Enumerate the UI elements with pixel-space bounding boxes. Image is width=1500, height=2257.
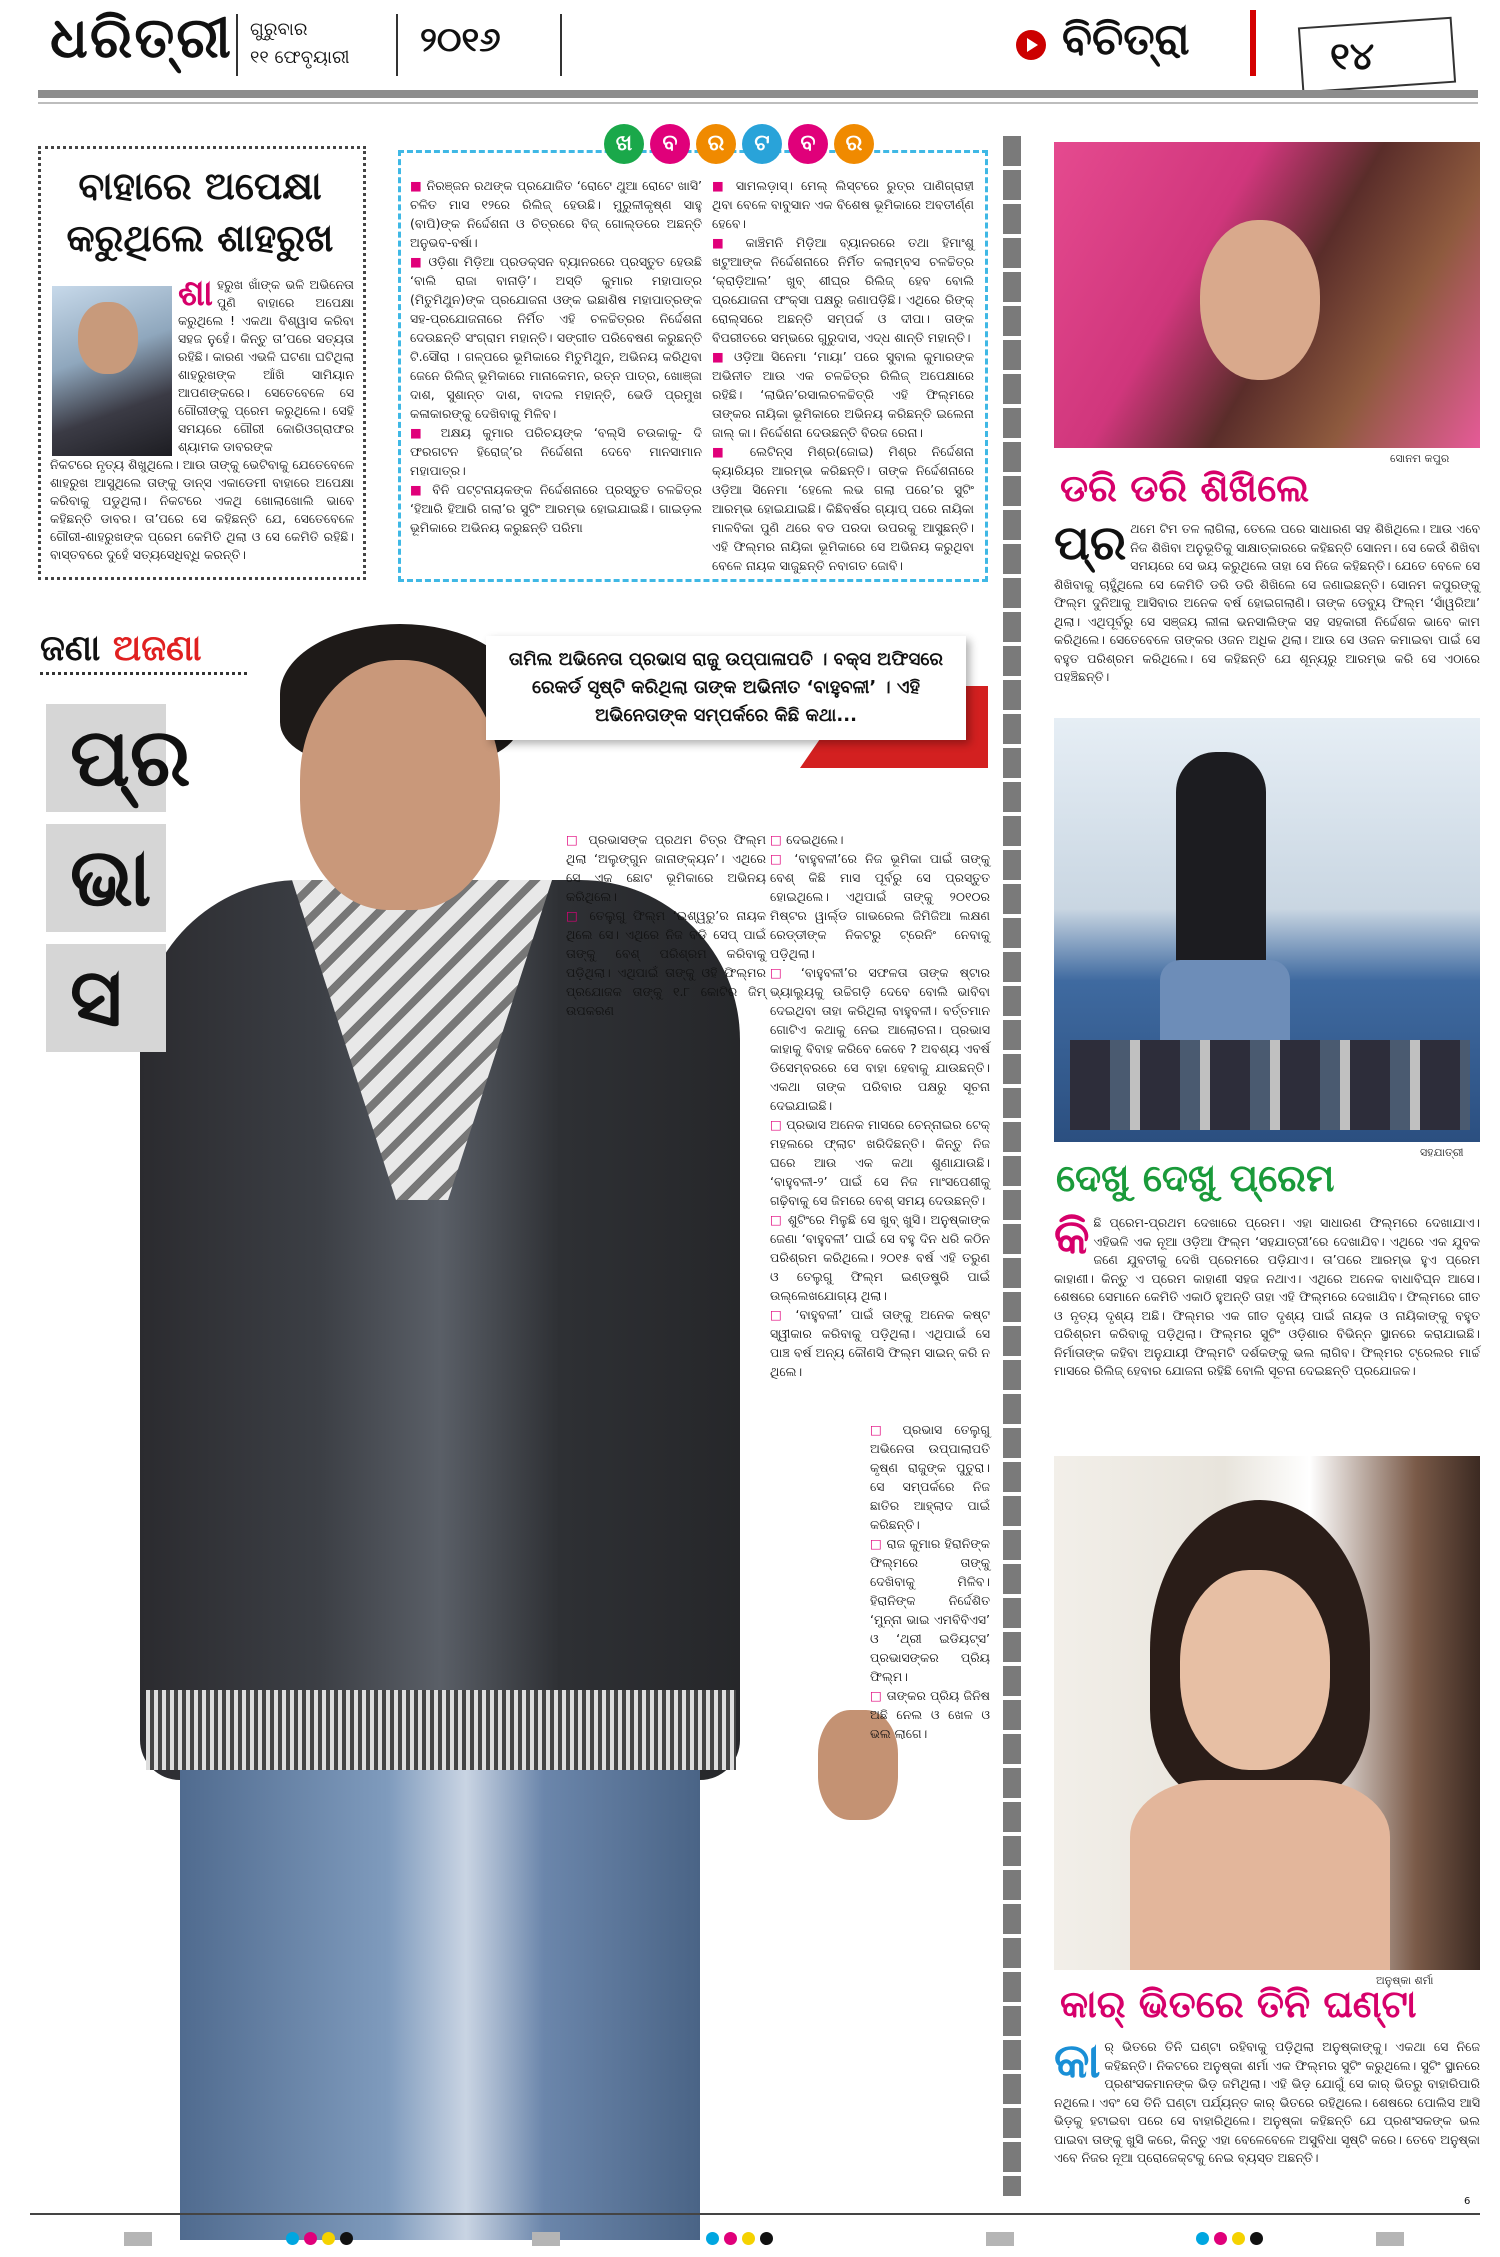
srk-headline: ବାହାରେ ଅପେକ୍ଷା କରୁଥିଲେ ଶାହରୁଖ bbox=[66, 164, 334, 260]
newspaper-logo: ଧରିତ୍ରୀ bbox=[50, 6, 233, 71]
dekhu-drop-cap: କି bbox=[1054, 1209, 1090, 1265]
jana-text: ଜଣା bbox=[40, 628, 113, 669]
kt-letter-2: ବ bbox=[650, 124, 690, 164]
prabhas-column-c bbox=[870, 1420, 990, 1743]
prabhas-point: □ ‘ବାହୁବଳୀ’ ପାଇଁ ତାଙ୍କୁ ଅନେକ କଷ୍ଟ ସ୍ୱୀକାର କରିବାକୁ ପଡ଼ିଥିଲା। ଏଥିପାଇଁ ସେ ପାଞ୍ଚ ବର୍ଷ ଅନ୍ୟ କୌଣସି ଫିଲ୍ମ ସାଇନ୍ କରି ନ ଥିଲେ। bbox=[770, 1305, 990, 1381]
page-marker: 6 bbox=[1464, 2196, 1471, 2207]
kt-item: ■ ଓଡ଼ିଆ ସିନେମା ‘ମାୟା’ ପରେ ସୁବାଲ କୁମାରଙ୍କ ଅଭିନୀତ ଆଉ ଏକ ଚଳଚ୍ଚିତ୍ର ରିଲିଜ୍ ଅପେକ୍ଷାରେ ରହିଛି। ‘ଲାଭିନ’ରସାଲଚଳଚ୍ଚିତ୍ରି ଏହି ଫିଲ୍ମରେ ତାଙ୍କର ନାୟିକା ଭୂମିକାରେ ଅଭିନୟ କରିଛନ୍ତି ଇଲେନା ଜାଲ୍ କା। ନିର୍ଦ୍ଦେଶନା ଦେଉଛନ୍ତି ବିରଜ ରେନା। bbox=[712, 347, 974, 442]
prabhas-point: □ ତାଙ୍କର ପ୍ରିୟ ଜିନିଷ ଅଛି ନେଲ ଓ ଖେଳ ଓ ଭଲ ଲାଗେ। bbox=[870, 1686, 990, 1743]
footer-rule bbox=[30, 2213, 1480, 2215]
masthead-date bbox=[250, 16, 350, 72]
prabhas-point: □ ରାଜ କୁମାର ହିରାନିଙ୍କ ଫିଲ୍ମରେ ତାଙ୍କୁ ଦେଖିବାକୁ ମିଳିବ। ହିରାନିଙ୍କ ନିର୍ଦ୍ଦେଶିତ ‘ମୁନ୍ନା ଭାଇ ଏମବିବିଏସ’ ଓ ‘ଥ୍ରୀ ଇଡିୟଟ୍ସ’ ପ୍ରଭାସଙ୍କର ପ୍ରିୟ ଫିଲ୍ମ। bbox=[870, 1534, 990, 1686]
sonam-body bbox=[1054, 515, 1480, 687]
prabhas-column-a bbox=[566, 830, 766, 1020]
kt-item: ■ କାଞ୍ଚିମନି ମିଡ଼ିଆ ବ୍ୟାନରରେ ତଥା ହିମାଂଶୁ ଖଟୁଆଙ୍କ ନିର୍ଦ୍ଦେଶନାରେ ନିର୍ମିତ କଲାମ୍ବସ ଚଳଚ୍ଚିତ୍ର ‘କ୍ରାଡ଼ିଆଲ’ ଖୁବ୍ ଶୀଘ୍ର ରିଲିଜ୍ ହେବ ବୋଲି ପ୍ରଯୋଜନା ଫଂକ୍ସା ପକ୍ଷରୁ ଜଣାପଡ଼ିଛି। ଏଥିରେ ରିଙ୍କ୍ ରୋଲ୍ସରେ ଅଛନ୍ତି ସମ୍ପର୍କ ଓ ଦୀପା। ତାଙ୍କ ବିପରୀତରେ ସମ୍ଭରେ ଗୁରୁଦାସ, ଏଦ୍ଧ ଶାନ୍ତି ମହାନ୍ତି। bbox=[712, 233, 974, 347]
kt-item: ■ ଓଡ଼ିଶା ମିଡ଼ିଆ ପ୍ରଡକ୍ସନ ବ୍ୟାନରରେ ପ୍ରସ୍ତୁତ ହେଉଛି ‘ବାଲି ରାଜା ବାନାଡ଼ି’। ଅସ୍ତି କୁମାର ମହାପାତ୍ର (ମିତୁମିଥୁନ)ଙ୍କ ପ୍ରଯୋଜନା ଓଙ୍କ ଇଛାଶିଷ ମହାପାତ୍ରଙ୍କ ସହ-ପ୍ରଯୋଜନାରେ ନିର୍ମିତ ଏହି ଚଳଚ୍ଚିତ୍ରର ନିର୍ଦ୍ଦେଶନା ଦେଉଛନ୍ତି ସଂଗ୍ରାମ ମହାନ୍ତି। ସଙ୍ଗୀତ ପରିବେଷଣ କରୁଛନ୍ତି ଟି.ସୌରା । ଗଳ୍ପରେ ଭୂମିକାରେ ମିତୁମିଥୁନ, ଅଭିନୟ କରିଥିବା ଜେନେ ରିଲିଜ୍ ଭୂମିକାରେ ମାନାକେମନ, ରତ୍ନ ପାତ୍ର, ଖୋଞ୍ଜା ଦାଶ, ସୁଶାନ୍ତ ଦାଶ, ବାଦଲ ମହାନ୍ତି, ଭେଡି ପ୍ରମୁଖ କଳାକାରଙ୍କୁ ଦେଖିବାକୁ ମିଳିବ। bbox=[410, 252, 702, 423]
sonam-face bbox=[1200, 220, 1320, 380]
name-letter-3: ସ bbox=[70, 951, 123, 1044]
masthead-date-text: ୧୧ ଫେବୃୟାରୀ bbox=[250, 47, 350, 68]
masthead-rule bbox=[38, 90, 1478, 98]
anushka-body bbox=[1054, 2038, 1480, 2198]
sonam-body-text: ଥମେ ଟିମ ତଳ ଲାଗିଲା, ତେଲେ ପରେ ସାଧାରଣ ସହ ଶିଖିଥିଲେ। ଆଉ ଏବେ ନିଜ ଶିଖିବା ଅନୁଭୂତିକୁ ସାକ୍ଷାତ୍କାରରେ କହିଛନ୍ତି ସୋନମ। ସେ କେଉଁ ଶିଖିବା ସମୟରେ ସେ ଭୟ କରୁଥିଲେ ତାହା ସେ ନିଜେ କହିଛନ୍ତି। ଯେତେ ବେଳେ ସେ ଶିଖିବାକୁ ଚାହୁଁଥିଲେ ସେ କେମିତି ଡରି ଡରି ଶିଖିଲେ ସେ ଜଣାଇଛନ୍ତି। ସୋନମ କପୁରଙ୍କୁ ଫିଲ୍ମ ଦୁନିଆକୁ ଆସିବାର ଅନେକ ବର୍ଷ ହୋଇଗଲାଣି। ତାଙ୍କ ଡେବ୍ୟୁ ଫିଲ୍ମ ‘ସାଁୱରିଆ’ ଥିଲା। ଏଥିପୂର୍ବରୁ ସେ ସଞ୍ଜୟ ଲୀଳା ଭନସାଲିଙ୍କ ସହ ସହକାରୀ ନିର୍ଦ୍ଦେଶକ ଭାବେ କାମ କରିଥିଲେ। ସେତେବେଳେ ତାଙ୍କର ଓଜନ ଅଧିକ ଥିଲା। ଆଉ ସେ ଓଜନ କମାଇବା ପାଇଁ ସେ ବହୁତ ପରିଶ୍ରମ କରିଥିଲେ। ସେ କହିଛନ୍ତି ଯେ ଶୂନ୍ୟରୁ ଆରମ୍ଭ କରି ସେ ଏଠାରେ ପହଞ୍ଚିଛନ୍ତି। bbox=[1054, 521, 1480, 684]
cmyk-dot-cyan bbox=[1196, 2232, 1209, 2245]
dekhu-headline: ଦେଖୁ ଦେଖୁ ପ୍ରେମ bbox=[1056, 1156, 1335, 1200]
cmyk-dot-yellow bbox=[322, 2232, 335, 2245]
cmyk-dot-black bbox=[1250, 2232, 1263, 2245]
sahajatri-group bbox=[1070, 1040, 1470, 1130]
prabhas-face bbox=[300, 660, 500, 910]
srk-body bbox=[178, 273, 354, 456]
kt-letter-1: ଖ bbox=[604, 124, 644, 164]
registration-mark bbox=[986, 2232, 1014, 2246]
masthead-day: ଗୁରୁବାର bbox=[250, 19, 308, 40]
prabhas-point: □ ପ୍ରଭାସଙ୍କ ପ୍ରଥମ ଚିତ୍ର ଫିଲ୍ମ ଥିଲା ‘ଅଲୁଙ୍ଗୁନ ଜାନାଙ୍କ୍ୟନ’। ଏଥିରେ ସେ ଏକ ଛୋଟ ଭୂମିକାରେ ଅଭିନୟ କରିଥିଲେ। bbox=[566, 830, 766, 906]
dekhu-body bbox=[1054, 1209, 1480, 1381]
kt-letter-5: ବ bbox=[788, 124, 828, 164]
kt-column-1 bbox=[410, 176, 702, 537]
cmyk-dot-yellow bbox=[1232, 2232, 1245, 2245]
registration-mark bbox=[1376, 2232, 1404, 2246]
cmyk-dot-black bbox=[340, 2232, 353, 2245]
registration-mark bbox=[124, 2232, 152, 2246]
sonam-headline: ଡରି ଡରି ଶିଖିଲେ bbox=[1060, 466, 1310, 510]
anushka-caption: ଅନୁଷ୍କା ଶର୍ମା bbox=[1376, 1974, 1434, 1987]
kt-letter-3: ର bbox=[696, 124, 736, 164]
play-icon bbox=[1016, 30, 1046, 60]
kt-item: ■ ଅକ୍ଷୟ କୁମାର ପରିଚୟଙ୍କ ‘ବଲ୍ସି ଚଉକାକୁ- ଦି ଫରଗଟନ ହିରୋଜ୍’ର ନିର୍ଦ୍ଦେଶନା ଦେବେ ମାନସାମାନ ମହାପାତ୍ର। bbox=[410, 423, 702, 480]
name-letter-2: ଭା bbox=[70, 831, 152, 924]
prabhas-sweater-hem bbox=[146, 1690, 736, 1770]
cmyk-dot-yellow bbox=[742, 2232, 755, 2245]
srk-body-1: ହରୁଖ ଖାଁଙ୍କ ଭଳି ଅଭିନେତା ପୁଣି ବାହାରେ ଅପେକ୍ଷା କରୁଥିଲେ ! ଏକଥା ବିଶ୍ୱାସ କରିବା ସହଜ ନୁହେଁ। କିନ୍ତୁ ତା’ପରେ ସତ୍ୟତା ରହିଛି। କାରଣ ଏଭଳି ଘଟଣା ଘଟିଥିଲା ଶାହରୁଖଙ୍କ ଆଁଖି ସାମିୟାନ ଆପଣଙ୍କରେ। ସେତେବେଳେ ସେ ଗୌରୀଙ୍କୁ ପ୍ରେମ କରୁଥିଲେ। ସେହି ସମୟରେ ଗୌରୀ କୋରିଓଗ୍ରାଫର ଶ୍ୟାମକ ଡାବରଙ୍କ bbox=[178, 277, 354, 454]
anushka-body-text: ର୍ ଭିତରେ ତିନି ଘଣ୍ଟା ରହିବାକୁ ପଡ଼ିଥିଲା ଅନୁଷ୍କାଙ୍କୁ। ଏକଥା ସେ ନିଜେ କହିଛନ୍ତି। ନିକଟରେ ଅନୁଷ୍କା ଶର୍ମା ଏକ ଫିଲ୍ମର ସୁଟିଂ କରୁଥିଲେ। ସୁଟିଂ ସ୍ଥାନରେ ପ୍ରଶଂସକମାନଙ୍କ ଭିଡ଼ ଜମିଥିଲା। ଏହି ଭିଡ଼ ଯୋଗୁଁ ସେ କାର୍ ଭିତରୁ ବାହାରିପାରି ନଥିଲେ। ଏବଂ ସେ ତିନି ଘଣ୍ଟା ପର୍ଯ୍ୟନ୍ତ କାର୍ ଭିତରେ ରହିଥିଲେ। ଶେଷରେ ପୋଲିସ ଆସି ଭିଡ଼କୁ ହଟାଇବା ପରେ ସେ ବାହାରିଥିଲେ। ଅନୁଷ୍କା କହିଛନ୍ତି ଯେ ପ୍ରଶଂସକଙ୍କ ଭଲ ପାଇବା ତାଙ୍କୁ ଖୁସି କରେ, କିନ୍ତୁ ଏହା ବେଳେବେଳେ ଅସୁବିଧା ସୃଷ୍ଟି କରେ। ତେବେ ଅନୁଷ୍କା ଏବେ ନିଜର ନୂଆ ପ୍ରୋଜେକ୍ଟକୁ ନେଇ ବ୍ୟସ୍ତ ଅଛନ୍ତି। bbox=[1054, 2039, 1480, 2165]
prabhas-point: □ ତେଲୁଗୁ ଫିଲ୍ମ ‘ଇଶ୍ୱରୁ’ର ନାୟକ ଥିଲେ ସେ। ଏଥିରେ ନିଜ ବଡି ସେପ୍ ପାଇଁ ତାଙ୍କୁ ବେଶ୍ ପରିଶ୍ରମ କରିବାକୁ ପଡ଼ିଥିଲା। ଏଥିପାଇଁ ତାଙ୍କୁ ଓହି ଫିଲ୍ମର ପ୍ରଯୋଜକ ତାଙ୍କୁ ୧.୮ କୋଟିର ଜିମ୍ ଉପକରଣ bbox=[566, 906, 766, 1020]
cmyk-dot-cyan bbox=[286, 2232, 299, 2245]
ajana-text: ଅଜଣା bbox=[112, 628, 202, 669]
cmyk-dot-magenta bbox=[304, 2232, 317, 2245]
prabhas-jeans bbox=[180, 1770, 700, 2240]
callout-text: ତାମିଲ ଅଭିନେତା ପ୍ରଭାସ ରାଜୁ ଉପ୍ପାଳାପତି । ବକ୍ସ ଅଫିସରେ ରେକର୍ଡ ସୃଷ୍ଟି କରିଥିଲା ତାଙ୍କ ଅଭିନୀତ ‘ବାହୁବଳୀ’ । ଏହି ଅଭିନେତାଙ୍କ ସମ୍ପର୍କରେ କିଛି କଥା... bbox=[508, 649, 944, 726]
name-letter-1: ପ୍ର bbox=[70, 711, 191, 804]
srk-photo-face bbox=[78, 302, 138, 374]
kt-column-2 bbox=[712, 176, 974, 575]
dekhu-body-text: ଛି ପ୍ରେମ-ପ୍ରଥମ ଦେଖାରେ ପ୍ରେମ। ଏହା ସାଧାରଣ ଫିଲ୍ମରେ ଦେଖାଯାଏ। ଏହିଭଳି ଏକ ନୂଆ ଓଡ଼ିଆ ଫିଲ୍ମ ‘ସହଯାତ୍ରୀ’ରେ ଦେଖାଯିବ। ଏଥିରେ ଏକ ଯୁବକ ଜଣେ ଯୁବତୀକୁ ଦେଖି ପ୍ରେମରେ ପଡ଼ିଯାଏ। ତା’ପରେ ଆରମ୍ଭ ହୁଏ ପ୍ରେମ କାହାଣୀ। କିନ୍ତୁ ଏ ପ୍ରେମ କାହାଣୀ ସହଜ ନଥାଏ। ଏଥିରେ ଅନେକ ବାଧାବିଘ୍ନ ଆସେ। ଶେଷରେ ସେମାନେ କେମିତି ଏକାଠି ହୁଅନ୍ତି ତାହା ଏହି ଫିଲ୍ମରେ ଦେଖାଯିବ। ଫିଲ୍ମରେ ଗୀତ ଓ ନୃତ୍ୟ ଦୃଶ୍ୟ ଅଛି। ଫିଲ୍ମର ଏକ ଗୀତ ଦୃଶ୍ୟ ପାଇଁ ନାୟକ ଓ ନାୟିକାଙ୍କୁ ବହୁତ ପରିଶ୍ରମ କରିବାକୁ ପଡ଼ିଥିଲା। ଫିଲ୍ମର ସୁଟିଂ ଓଡ଼ିଶାର ବିଭିନ୍ନ ସ୍ଥାନରେ କରାଯାଇଛି। ନିର୍ମାତାଙ୍କ କହିବା ଅନୁଯାୟୀ ଫିଲ୍ମଟି ଦର୍ଶକଙ୍କୁ ଭଲ ଲାଗିବ। ଫିଲ୍ମର ଟ୍ରେଲର ମାର୍ଚ୍ଚ ମାସରେ ରିଲିଜ୍ ହେବାର ଯୋଜନା ରହିଛି ବୋଲି ସୂଚନା ଦେଇଛନ୍ତି ପ୍ରଯୋଜକ। bbox=[1054, 1215, 1480, 1378]
page-number: ୧୪ bbox=[1330, 34, 1375, 78]
page-number-box bbox=[1298, 17, 1456, 94]
section-name: ବିଚିତ୍ରା bbox=[1062, 14, 1190, 65]
prabhas-point: □ ଦେଇଥିଲେ। bbox=[770, 830, 990, 849]
masthead-divider bbox=[236, 14, 238, 76]
cmyk-dot-black bbox=[760, 2232, 773, 2245]
sahajatri-caption: ସହଯାତ୍ରୀ bbox=[1420, 1146, 1464, 1159]
masthead-year: ୨୦୧୬ bbox=[420, 20, 501, 60]
srk-drop-cap: ଶା bbox=[178, 273, 213, 314]
jana-ajana-heading bbox=[40, 628, 202, 670]
prabhas-column-b bbox=[770, 830, 990, 1381]
cmyk-dot-magenta bbox=[724, 2232, 737, 2245]
anushka-drop-cap: କା bbox=[1054, 2038, 1101, 2089]
anushka-face bbox=[1180, 1570, 1330, 1770]
column-divider bbox=[1003, 136, 1021, 2196]
masthead-divider bbox=[560, 14, 562, 76]
jana-ajana-rule bbox=[40, 672, 250, 675]
prabhas-point: □ ‘ବାହୁବଳୀ’ର ସଫଳତା ତାଙ୍କ ଷ୍ଟାର ଭ୍ୟାଲ୍ୟୁକୁ ଉଚ୍ଚିଗଡ଼ି ଦେବେ ବୋଲି ଭାବିବା ଦେଇଥିବା ତାହା କରିଥିଲା ବାହୁବଳୀ। ବର୍ତ୍ତମାନ ଗୋଟିଏ କଥାକୁ ନେଇ ଆଲୋଚନା। ପ୍ରଭାସ କାହାକୁ ବିବାହ କରିବେ କେବେ ? ଅବଶ୍ୟ ଏବର୍ଷ ଡିସେମ୍ବରରେ ସେ ବାହା ହେବାକୁ ଯାଉଛନ୍ତି। ଏକଥା ତାଙ୍କ ପରିବାର ପକ୍ଷରୁ ସୂଚନା ଦେଇଯାଇଛି। bbox=[770, 963, 990, 1115]
sonam-drop-cap: ପ୍ର bbox=[1054, 515, 1127, 571]
anushka-headline: କାର୍ ଭିତରେ ତିନି ଘଣ୍ଟା bbox=[1060, 1982, 1417, 2026]
kt-item: ■ ଲେଟିନ୍ସ ମିଶ୍ର(ଜୋଇ) ମିଶ୍ର ନିର୍ଦ୍ଦେଶନା କ୍ୟାରିୟର ଆରମ୍ଭ କରିଛନ୍ତି। ତାଙ୍କ ନିର୍ଦ୍ଦେଶନାରେ ଓଡ଼ିଆ ସିନେମା ‘ହେଲେ ଲଭ ଗଲା ପରେ’ର ସୁଟିଂ ଆରମ୍ଭ ହୋଇଯାଇଛି। କିଛିବର୍ଷର ଗ୍ୟାପ୍ ପରେ ନାୟିକା ମାଳବିକା ପୁଣି ଥରେ ବଡ ପରଦା ଉପରକୁ ଆସୁଛନ୍ତି। ଏହି ଫିଲ୍ମର ନାୟିକା ଭୂମିକାରେ ସେ ଅଭିନୟ କରୁଥିବା ବେଳେ ନାୟକ ସାଜୁଛନ୍ତି ନବାଗତ ଜୋବି। bbox=[712, 442, 974, 575]
srk-body-2: ନିକଟରେ ନୃତ୍ୟ ଶିଖୁଥିଲେ। ଆଉ ତାଙ୍କୁ ଭେଟିବାକୁ ଯେତେବେଳେ ଶାହରୁଖ ଆସୁଥିଲେ ତାଙ୍କୁ ଡାନ୍ସ ଏକାଡେମୀ ବାହାରେ ଅପେକ୍ଷା କରିବାକୁ ପଡୁଥିଲା। ନିକଟରେ ଏକଥି ଖୋଲାଖୋଲି ଭାବେ କହିଛନ୍ତି ଡାବର। ତା’ପରେ ସେ କହିଛନ୍ତି ଯେ, ସେତେବେଳେ ଗୌରୀ-ଶାହରୁଖଙ୍କ ପ୍ରେମ କେମିତି ଥିଲା ଓ ସେ କେମିତି ରହିଛି। ବାସ୍ତବରେ ଦୁହେଁ ସତ୍ୟସେଧିବ୍ଧି କରନ୍ତି। bbox=[50, 457, 354, 562]
kt-letter-4: ଟ bbox=[742, 124, 782, 164]
prabhas-point: □ ପ୍ରଭାସ ତେଲୁଗୁ ଅଭିନେତା ଉପ୍ପାଲାପତି କୃଷ୍ଣ ରାଜୁଙ୍କ ପୁତୁରା। ସେ ସମ୍ପର୍କରେ ନିଜ ଛାତିର ଆହ୍ଲାଦ ପାଇଁ କରିଛନ୍ତି। bbox=[870, 1420, 990, 1534]
sonam-caption: ସୋନମ କପୁର bbox=[1390, 452, 1450, 465]
cmyk-dot-cyan bbox=[706, 2232, 719, 2245]
prabhas-point: □ ‘ବାହୁବଳୀ’ରେ ନିଜ ଭୂମିକା ପାଇଁ ତାଙ୍କୁ ବେଶ୍ କିଛି ମାସ ପୂର୍ବରୁ ସେ ପ୍ରସ୍ତୁତ ହୋଇଥିଲେ। ଏଥିପାଇଁ ତାଙ୍କୁ ୨୦୧୦ର ମିଷ୍ଟର ୱାର୍ଲ୍ଡ ଗାଭରେଲ ଜିମିଜିଆ ଲକ୍ଷଣ ରେଡ୍ଡୀଙ୍କ ନିକଟରୁ ଟ୍ରେନିଂ ନେବାକୁ ପଡ଼ିଥିଲା। bbox=[770, 849, 990, 963]
kt-letter-6: ର bbox=[834, 124, 874, 164]
prabhas-point: □ ପ୍ରଭାସ ଅନେକ ମାସରେ ଚେନ୍ନାଇର ଟେକ୍ ମହଲରେ ଫ୍ଲାଟ ଖରିଦିଛନ୍ତି। କିନ୍ତୁ ନିଜ ଘରେ ଆଉ ଏକ କଥା ଶୁଣାଯାଉଛି। ‘ବାହୁବଳୀ-୨’ ପାଇଁ ସେ ନିଜ ମାଂସପେଶୀକୁ ଗଢ଼ିବାକୁ ସେ ଜିମରେ ବେଶ୍ ସମୟ ଦେଉଛନ୍ତି। bbox=[770, 1115, 990, 1210]
section-bar bbox=[1250, 10, 1256, 76]
cmyk-dot-magenta bbox=[1214, 2232, 1227, 2245]
prabhas-point: □ ଶୁଟିଂରେ ମିଳୁଛି ସେ ଖୁବ୍ ଖୁସି। ଅନୁଷ୍କାଙ୍କ ଜେଣା ‘ବାହୁବଳୀ’ ପାଇଁ ସେ ବହୁ ଦିନ ଧରି କଠିନ ପରିଶ୍ରମ କରିଥିଲେ। ୨୦୧୫ ବର୍ଷ ଏହି ତରୁଣ ଓ ତେଲୁଗୁ ଫିଲ୍ମ ଇଣ୍ଡଷ୍ଟ୍ରି ପାଇଁ ଉଲ୍ଲେଖଯୋଗ୍ୟ ଥିଲା। bbox=[770, 1210, 990, 1305]
registration-mark bbox=[532, 2232, 560, 2246]
masthead-divider bbox=[396, 14, 398, 76]
kt-item: ■ ବିନି ପଟ୍ଟନାୟକଙ୍କ ନିର୍ଦ୍ଦେଶନାରେ ପ୍ରସ୍ତୁତ ଚଳଚ୍ଚିତ୍ର ‘ହିଆରି ହିଆରି ଗଲା’ର ସୁଟିଂ ଆରମ୍ଭ ହୋଇଯାଇଛି। ଗାଇଡ଼ଲ ଭୂମିକାରେ ଅଭିନୟ କରୁଛନ୍ତି ପରିମା bbox=[410, 480, 702, 537]
kt-item: ■ ସାମଲଡ଼ାସ୍। ମେଲ୍ ଲିସ୍ଟରେ ରୁତ୍ର ପାଣିଗ୍ରାହୀ ଥିବା ବେଳେ ବାବୁସାନ ଏକ ବିଶେଷ ଭୂମିକାରେ ଅବତୀର୍ଣ୍ଣ ହେବେ। bbox=[712, 176, 974, 233]
masthead-rule-thin bbox=[38, 102, 1478, 104]
kt-item: ■ ନିରଞ୍ଜନ ରଥଙ୍କ ପ୍ରଯୋଜିତ ‘ରୋଟେ ଥୁଆ ରୋଟେ ଖାସି’ ଚଳିତ ମାସ ୧୨ରେ ରିଲିଜ୍ ହେଉଛି। ମୁରୁଳୀକୃଷ୍ଣ ସାହୁ (ବାପି)ଙ୍କ ନିର୍ଦ୍ଦେଶନା ଓ ଚିତ୍ରରେ ବିଜ୍ ଗୋଲ୍ଡରେ ଅଛନ୍ତି ଅନୁଭବ-ବର୍ଷା। bbox=[410, 176, 702, 252]
anushka-shoulders bbox=[1130, 1780, 1390, 1970]
